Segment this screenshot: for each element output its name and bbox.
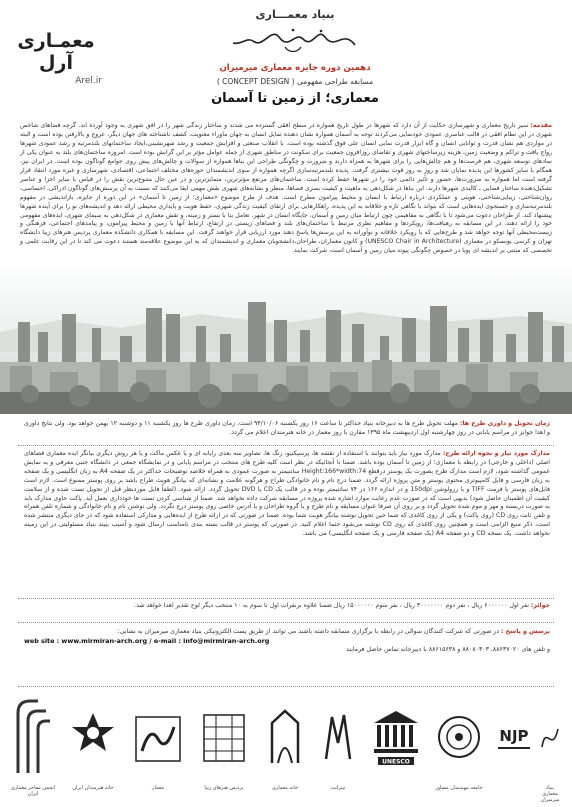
intro-paragraph bbox=[20, 122, 552, 256]
arel-logo-text: معمـارى آرل bbox=[17, 30, 95, 74]
sponsor-logo bbox=[368, 693, 424, 801]
prizes-section bbox=[24, 602, 550, 611]
sponsor-logo bbox=[262, 693, 308, 801]
contact-phones: و تلفن های ۸۸۶۳۷۰۲۰، ۸۸۰۸۰۳۰۳ و ۸۸۶۱۵۶۳۸ با دبیرخانه تماس حاصل فرمایند bbox=[346, 645, 550, 653]
email-link[interactable]: e-mail : info@mirmiran-arch.org bbox=[153, 636, 270, 645]
documents-text: مدارک مورد نیاز باید بتوانند با استفاده از نقشه ها، پرسپکتیو، رنگ ها، تصاویر سه بعدی رایانه ای و یا عکس ماکت و یا هر روش دیگری بیانگر ایده معماری فضاهای اصلی (داخلی و خارجی) در رابطه با معماری؛ از زمین تا آسمان بوده باشد. ضمنا تا آنجائیکه در نظر است کلیه طرح های منتخب در مراسم پایانی و در نمایشگاه جمعی در دانشگاه جنبی معرفی و به نمایش عمومی گذاشته شود، لازم است مدارک طرح بصورت یک پوستر درقطع Height:166*width:74 سانتیمتر به صورت عمودی به همراه خلاصه توضیحات حداکثر در یک صفحه A4 به زبان انگلیسی و یک صفحه به زبان فارسی و فایل کامپیوتری محتوی پوستر و متن پروژه ارائه گردد. ضمنا درج نام و نام خانوادگی طراح و هرگونه علامت و نشانه‌ای که بیانگر هویت طراح باشد بر روی پوستر ممنوع است. لازم است فایل‌های پوستر با فرمت TIFF و با رزولوشن 150dpi و در اندازه ۱۶۶ در ۷۴ سانتیمتر بوده و در قالب یک CD یا DVD تحویل گردد. ارائه شود. (لطفاً فایل موردنظر قبل از تحویل تست شده و از سلامت کیفیت آن اطمینان حاصل شود) بدیهی است که در صورت عدم رعایت موارد اشاره شده پروژه در مسابقه شرکت داده نخواهد شد. ضمنا از شناسی کردن تست ها خودداری بعمل آید. پاکت حاوی مدارک باید به صورت دربسته و مهر و موم شده تحویل گردد و بر روی آن صرفا عنوان مسابقه و نام طرح و یا گروه طراحان و یا آدرس خاصی روی پوستر درج نگردد. ولی نوشتن نام و نام خانوادگی و شماره تلفن همراه و تلفن ثابت روی CD (روی پاکت) و یکی از روی کاغذی که شما حین تحویل نوشته بیانگر هویت شما بوده. ضمنا در صورتی که در ارائه طرح از ایده‌هایی و مدارکی استفاده شود که در جای دیگری منتشر شده است، ذکر منبع الزامی است و همچنین روی کاغذی که روی CD نوشته می‌شود حتما اعلام کنید. در صورتی که پوستر در قالب بسته بندی نامناسب ارسال شود و آسیب ببیند بنیاد مسئولیتی در این زمینه نخواهد داشت. یک نسخه CD و دو صفحه A4 (یک صفحه فارسی و یک صفحه انگلیسی) می باشد. bbox=[24, 450, 551, 538]
arel-site[interactable]: Arel.ir bbox=[75, 76, 102, 86]
mirmiran-foundation-logo-icon bbox=[538, 693, 562, 781]
contact-section: پرسش و پاسخ : در صورتی که شرکت کنندگان سوالی در رابطه با برگزاری مسابقه داشته باشند می توانند از طریق پست الکترونیکی بنیاد معماری میرمیران به نشانی: web site : www.mirmiran-arch.org / e-mail : info@mirmiran-arch.org و تلفن های ۸۸۶۳۷۰۲۰، ۸۸۰۸۰۳۰۳ و ۸۸۶۱۵۶۳۸ با دبیرخانه تماس حاصل فرمایند bbox=[24, 628, 550, 653]
sponsor-logo bbox=[538, 693, 562, 801]
competition-type: مسابقه طراحی مفهومی ( CONCEPT DESIGN ) bbox=[216, 77, 374, 86]
architecture-house-logo-icon bbox=[262, 693, 308, 781]
sponsor-caption: خانه معماری bbox=[271, 785, 299, 791]
prizes-label: جوائز: bbox=[530, 602, 550, 609]
contact-label: پرسش و پاسخ : bbox=[501, 628, 550, 635]
documents-section bbox=[24, 450, 550, 539]
arel-logo[interactable] bbox=[6, 30, 106, 86]
edition-title: دهمین دوره جایزه معماری میرمیران bbox=[219, 63, 371, 73]
documents-label: مدارک مورد نیاز و نحوه ارائه طرح: bbox=[442, 450, 550, 457]
artists-house-logo-icon bbox=[66, 693, 120, 781]
sponsor-caption: جامعه مهندسان مشاور bbox=[435, 785, 483, 791]
intro-text: سیر تاریخ معماری و شهرسازی حکایت از آن دارد که شهرها در طول تاریخ همواره در سطح افقی گسترده می شدند و ساختار زندگی شهر را در افق شهری به وجود آورده اند. گرچه فضاهای شاخص شهری در این نظام افقی در قالب عناصری عمودی خودنمایی می‌کردند توجه به آسمان همواره نشان دهنده تمایل انسان به جهان ماوراء معنویت، کشف ناشناخته های جهان دیگر، عروج و بالارفتن بوده است و البته در مواردی هم نشان قدرت و توانایی انسان و گاه ابزار قدرت نمایی انسان علی فوق گذشته بوده است. با انقلاب صنعتی و افزایش جمعیت و رشد شهرنشینی،ایجاد ساختمانهای بلندمرتبه و رشد عمودی شهرها رواج یافت و تراکم و وضعیت زمین، هزینه زیرساختهای شهری و تقاضای روزافزون جمعیت برای سکونت در مناطق شهری از جمله عوامل مؤثر بر این گرایش بوده است. امروزه ساختمان‌های بلند به عنوان یکی از نمادهای توسعه شهری، هم فرصت‌ها و هم چالش‌هایی را برای شهرها به همراه دارند و ضرورت و چگونگی طراحی این بناها همواره از سوالات و چالش‌های پیش روی جوامع گوناگون بوده است. در ایران نیز، همگام با سایر کشورها این پدیده نمایان شد و روز به روز قوت بیشتری گرفت. پدیده بلندمرتبه‌سازی اگرچه همواره از سوی اندیشمندان حوزه‌های مختلف اجتماعی، اقتصادی، شهرسازی و غیره مورد انتقاد قرار گرفته است اما همواره به ضرورت‌ها، حضور و تأثیر دائمی خود را در شهرها حفظ کرده است. ساختمان‌های مرتفع مؤثرترین، متمایزترین و در عین حال متنوع‌ترین نقش را در قیاس با سایر اجزا و عناصر تشکیل‌دهنده ساختار فضایی ـ کالبدی شهرها دارند. این بناها در شکل‌دهی به ماهیت و کیفیت بصری فضاها، منظر و نشانه‌های شهری نقش مهمی ایفا می‌کنند که نسبت به آن پرسش‌های گوناگون ادراکی، احساسی، روان‌شناختی، زیبایی‌شناختی، هویتی و عملکردی درباره ارتباط با انسان و محیط پیرامون مطرح است. هدف از طرح موضوع «معماری؛ از زمین تا آسمان» در این دوره از جایزه، بازاندیشی در مفهوم بلندمرتبه‌سازی و جستجوی ایده‌هایی است که بتواند با نگاهی تازه و خلاقانه به این پدیده، راهکارهایی برای ارتقای کیفیت زندگی شهری، حفظ هویت و پایداری محیطی ارائه دهد و اندیشه‌های نو را برای آینده شهرها پیشنهاد کند. از طراحان دعوت می‌شود تا با نگاهی به مفاهیمی چون ارتباط میان زمین و آسمان، جایگاه انسان در شهر، تعامل بنا با بستر و زمینه، و نقش معماری در شکل‌دهی به سیمای شهری، ایده‌های مفهومی خود را ارائه دهند. در این مسابقه به رهیافت‌ها، رویکردها و مفاهیم نظری مرتبط با ساختمان‌های بلند و فضاهای زیستی در ارتفاع، ارتباط آنها با زمین و محیط پیرامون، و پیامدهای اجتماعی، فرهنگی و زیست‌محیطی آنها توجه خواهد شد و طرح‌هایی که با رویکرد خلاقانه و نوآورانه به این پرسش‌ها پاسخ دهند مورد ارزیابی قرار خواهند گرفت. این مسابقه با همکاری دانشکده معماری پردیس هنرهای زیبا دانشگاه تهران و کرسی یونسکو در معماری (UNESCO Chair in Architecture) و کانون معماران، طراحان،دانشجویان معماری و اندیشمندان که به این موضوع علاقه‌مند هستند دعوت می کند تا در این رقابت علمی و تخصصی که مبتنی بر اندیشه ای پویا در خصوص چگونگی پیوند میان زمین و آسمان است، شرکت نمایند. bbox=[20, 122, 552, 255]
sponsor-logo bbox=[316, 693, 360, 801]
sponsor-logo bbox=[494, 693, 534, 801]
city-skyline-image bbox=[0, 262, 572, 414]
sponsor-caption: پردیس هنرهای زیبا bbox=[204, 785, 244, 791]
divider bbox=[18, 598, 554, 599]
deadline-text: مهلت تحویل طرح ها به دبیرخانه بنیاد حداکثر تا ساعت ۱۶ روز یکشنبه ۹۴/۱۰/۰۶ است. زمان داوری طرح ها روز یکشنبه ۱۱ و دوشنبه ۱۲ بهمن خواهد بود. ولی نتایج داوری و اهدا جوایز در مراسم پایانی در روز چهارشنبه اول اردیبهشت ماه ۱۳۹۵ مقارن با روز معمار در خانه هنرمندان اعلام می گردد. bbox=[24, 420, 550, 436]
iran-architecture-society-logo-icon bbox=[10, 693, 56, 781]
mirmiran-signature-logo bbox=[225, 23, 365, 57]
njp-logo-icon bbox=[494, 693, 534, 781]
deadline-section bbox=[24, 420, 550, 438]
sponsor-logo bbox=[66, 693, 120, 801]
prizes-text: نفر اول ۶۰۰۰۰۰۰ ریال ، نفر دوم ۳۰۰۰۰۰۰۰ ریال ، نفر سوم ۱۵۰۰۰۰۰۰ ریال ضمنا علاوه برنفرات اول تا سوم به ۱۰ منتخب دیگر لوح تقدیر اهدا خواهد شد. bbox=[134, 602, 529, 609]
sponsor-logo bbox=[130, 693, 186, 801]
sponsor-caption: بنیاد معماری میرمیران bbox=[540, 785, 560, 803]
divider bbox=[18, 445, 554, 446]
unesco-logo-text: UNESCO bbox=[382, 758, 410, 766]
sponsor-logos bbox=[10, 693, 562, 801]
sponsor-caption: انجمن مفاخر معماری ایران bbox=[10, 785, 56, 797]
deadline-label: زمان تحویل و داوری طرح ها: bbox=[460, 420, 550, 427]
sponsor-logo bbox=[196, 693, 252, 801]
divider bbox=[18, 622, 554, 623]
divider bbox=[18, 686, 554, 687]
memar-logo-icon bbox=[130, 693, 186, 781]
njp-logo-text: NJP bbox=[499, 727, 529, 745]
sponsor-logo bbox=[10, 693, 56, 801]
sponsor-caption: تیترانت bbox=[330, 785, 346, 791]
competition-theme: معماری؛ از زمین تا آسمان bbox=[211, 91, 379, 106]
sponsor-caption: معمار bbox=[152, 785, 164, 791]
intro-label: مقدمه: bbox=[530, 122, 553, 129]
titrant-logo-icon bbox=[316, 693, 360, 781]
fine-arts-campus-logo-icon bbox=[196, 693, 252, 781]
header bbox=[150, 6, 440, 121]
consulting-engineers-society-logo-icon bbox=[432, 693, 486, 781]
contact-text: در صورتی که شرکت کنندگان سوالی در رابطه با برگزاری مسابقه داشته باشند می توانند از طریق پست الکترونیکی بنیاد معماری میرمیران به نشانی: bbox=[117, 628, 500, 635]
unesco-logo-icon bbox=[368, 693, 424, 781]
website-link[interactable]: web site : www.mirmiran-arch.org bbox=[24, 636, 148, 645]
organization-name: بنیاد معمـــاری bbox=[255, 8, 335, 21]
sponsor-logo bbox=[432, 693, 486, 801]
sponsor-caption: خانه هنرمندان ایران bbox=[72, 785, 114, 791]
